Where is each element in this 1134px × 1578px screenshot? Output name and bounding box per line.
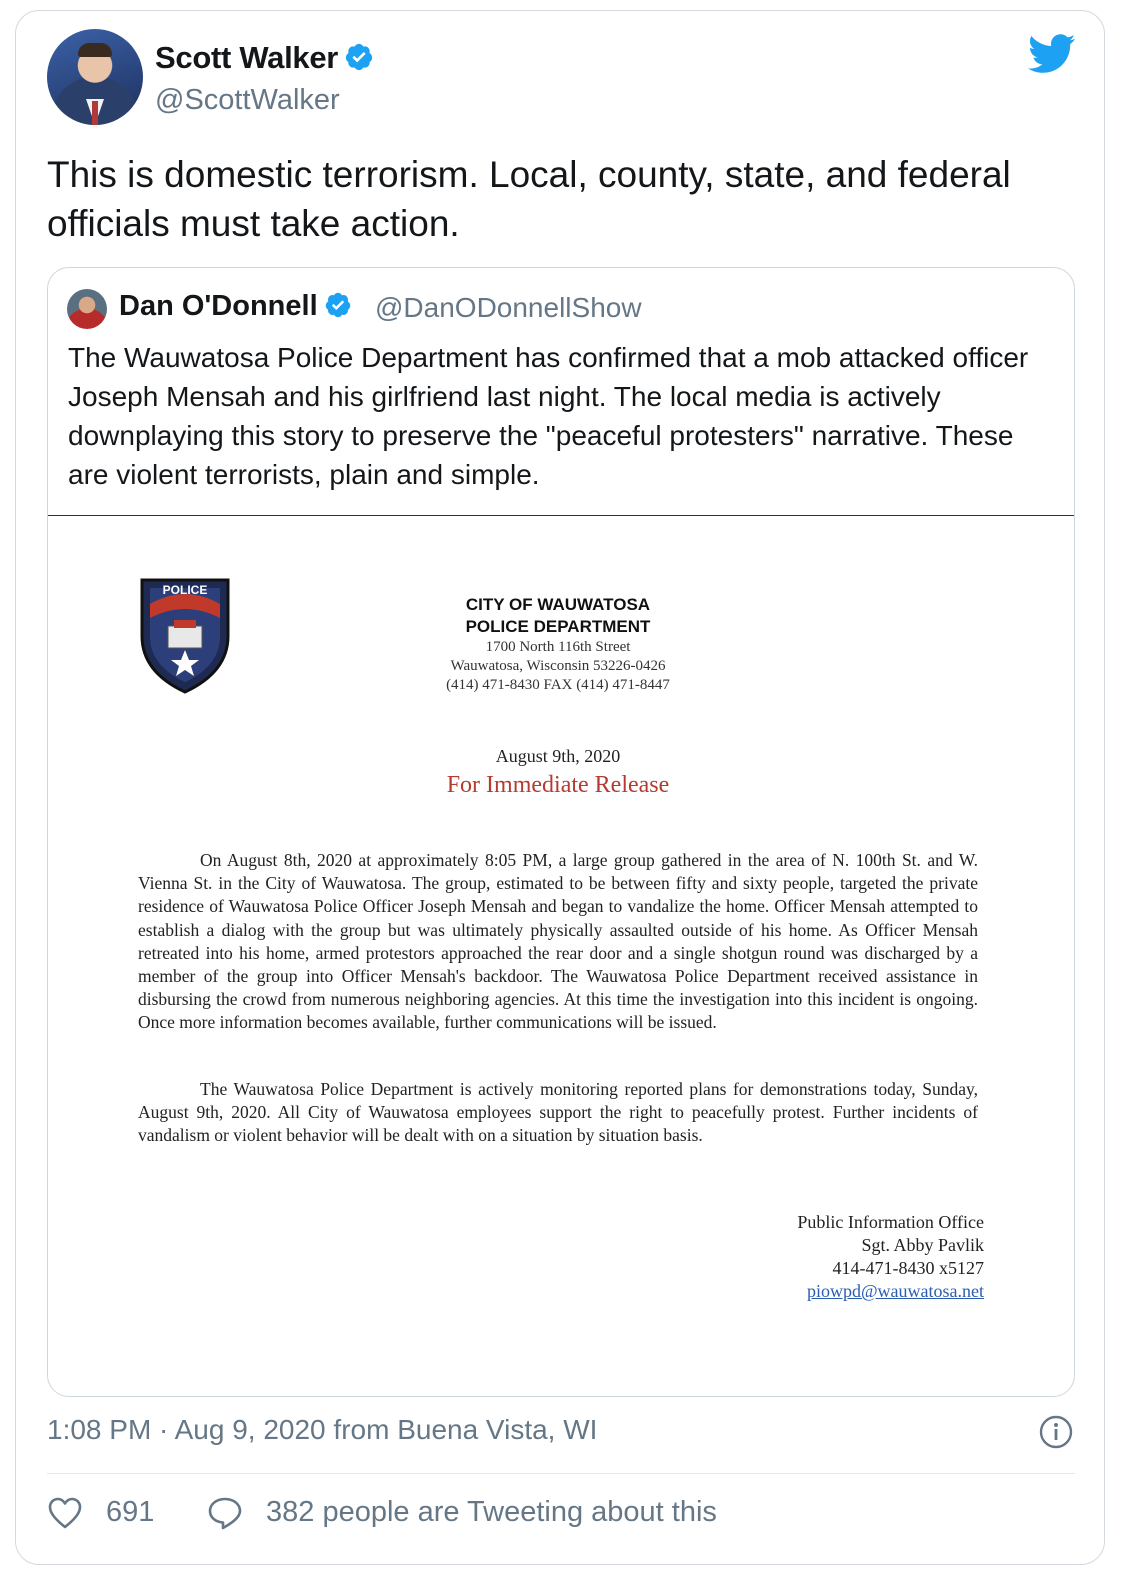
signature-officer: Sgt. Abby Pavlik [861,1235,984,1255]
author-name[interactable]: Scott Walker [155,40,339,75]
quoted-tweet[interactable] [47,267,1075,1397]
verified-badge-icon [324,291,352,319]
tweeting-about-link[interactable]: 382 people are Tweeting about this [266,1496,717,1528]
heart-icon[interactable] [47,1496,83,1530]
letterhead [388,594,728,695]
letterhead-street: 1700 North 116th Street [485,639,631,655]
info-icon[interactable] [1039,1415,1073,1449]
release-paragraph-2: The Wauwatosa Police Department is actively monitoring reported plans for demonstrations today, Sunday, August 9th, 2020. All City of Wauwatosa employees support the right to peacefully protest. Further incidents of vandalism or violent behavior will be dealt with on a situation by situation basis. [138,1079,978,1146]
quoted-tweet-text: The Wauwatosa Police Department has confirmed that a mob attacked officer Joseph Mensah and his girlfriend last night. The local media is actively downplaying this story to preserve the "peaceful protesters" narrative. These are violent terrorists, plain and simple. [68,342,1029,490]
letterhead-phone: (414) 471-8430 FAX (414) 471-8447 [446,677,670,693]
author-avatar[interactable] [47,29,143,125]
signature-phone: 414-471-8430 x5127 [832,1258,984,1278]
verified-badge-icon [344,42,374,72]
press-release-image[interactable] [48,516,1074,1397]
quoted-author-name-row[interactable] [119,290,352,323]
letterhead-department: POLICE DEPARTMENT [465,617,651,636]
action-divider [47,1473,1075,1474]
speech-bubble-icon[interactable] [207,1496,243,1530]
signature-office: Public Information Office [797,1212,984,1232]
badge-label: POLICE [162,583,208,597]
quoted-author-name[interactable]: Dan O'Donnell [119,290,318,322]
quoted-author-avatar[interactable] [67,289,107,329]
signature-email-link[interactable]: piowpd@wauwatosa.net [806,1281,984,1301]
release-date: August 9th, 2020 [495,746,621,766]
author-name-row[interactable] [155,40,374,76]
letterhead-city-state: Wauwatosa, Wisconsin 53226-0426 [450,658,666,674]
signature-block [797,1211,984,1303]
release-heading: For Immediate Release [446,772,670,798]
tweet-text: This is domestic terrorism. Local, county, state, and federal officials must take action. [47,154,1011,244]
police-badge-icon [138,574,232,696]
quoted-author-handle[interactable]: @DanODonnellShow [375,292,642,323]
twitter-bird-icon[interactable] [1028,34,1076,74]
release-paragraph-1: On August 8th, 2020 at approximately 8:05 PM, a large group gathered in the area of N. 100th St. and W. Vienna St. in the City of Wauwatosa. The group, estimated to be between fifty and sixty people, targeted the private residence of Wauwatosa Police Officer Joseph Mensah and began to vandalize the home. Officer Mensah attempted to establish a dialog with the group but was ultimately physically assaulted outside of his home. As Officer Mensah retreated into his home, armed protestors approached the rear door and a single shotgun round was discharged by a member of the group into Officer Mensah's backdoor. The Wauwatosa Police Department received assistance in disbursing the crowd from numerous neighboring agencies. At this time the investigation into this incident is ongoing. Once more information becomes available, further communications will be issued. [138,850,978,1033]
tweet-timestamp[interactable]: 1:08 PM · Aug 9, 2020 from Buena Vista, WI [47,1414,598,1445]
letterhead-city: CITY OF WAUWATOSA [465,595,651,614]
author-handle[interactable]: @ScottWalker [155,84,340,116]
like-count[interactable]: 691 [106,1496,155,1528]
